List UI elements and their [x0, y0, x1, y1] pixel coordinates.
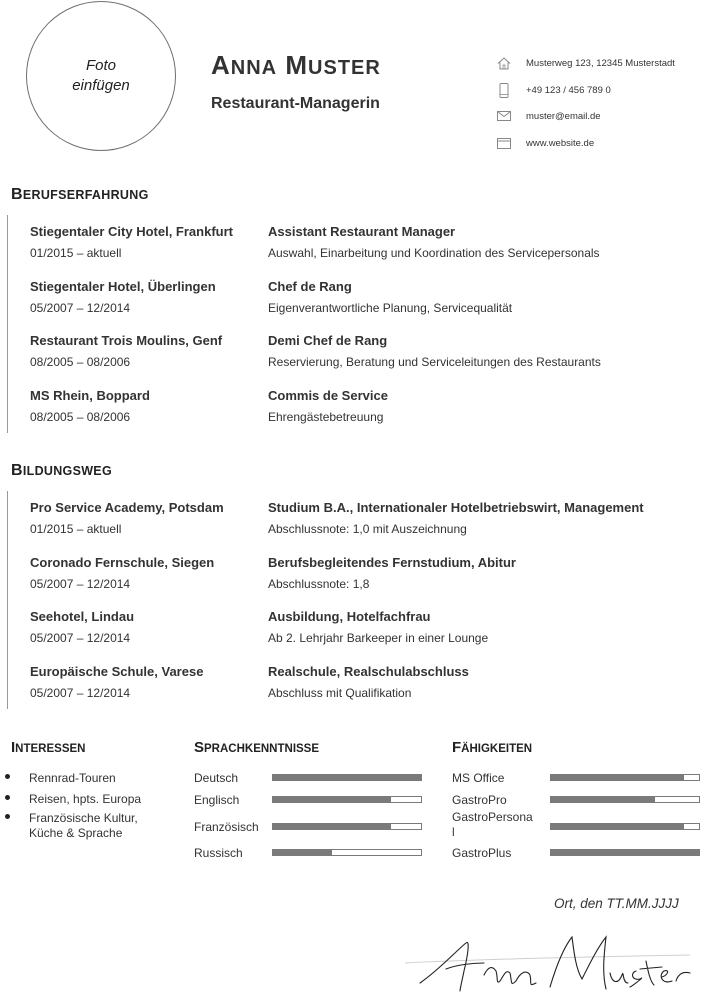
- language-name: Russisch: [194, 846, 243, 860]
- education-institution: Pro Service Academy, Potsdam: [30, 500, 224, 515]
- experience-description: Ehrengästebetreuung: [268, 409, 384, 424]
- education-heading: BILDUNGSWEG: [11, 462, 112, 479]
- education-degree: Studium B.A., Internationaler Hotelbetriebswirt, Management: [268, 500, 644, 515]
- skill-level-fill: [551, 797, 655, 802]
- experience-role: Assistant Restaurant Manager: [268, 224, 456, 239]
- education-note: Abschluss mit Qualifikation: [268, 685, 412, 700]
- contact-address-text: Musterweg 123, 12345 Musterstadt: [526, 57, 675, 69]
- candidate-name: [211, 50, 381, 81]
- experience-description: Reservierung, Beratung und Serviceleitungen des Restaurants: [268, 355, 601, 370]
- photo-placeholder[interactable]: [26, 1, 176, 151]
- experience-description: Auswahl, Einarbeitung und Koordination des Servicepersonals: [268, 246, 600, 260]
- interests-heading: INTERESSEN: [11, 739, 86, 756]
- experience-period: 01/2015 – aktuell: [30, 246, 122, 260]
- skill-name: GastroPersona l: [452, 810, 533, 839]
- language-level-fill: [273, 850, 332, 855]
- contact-phone-text: +49 123 / 456 789 0: [526, 84, 611, 96]
- contact-email-text: muster@email.de: [526, 110, 601, 122]
- contact-email[interactable]: [496, 108, 601, 124]
- experience-employer: MS Rhein, Boppard: [30, 387, 150, 403]
- experience-period: 08/2005 – 08/2006: [30, 355, 131, 370]
- education-institution: Seehotel, Lindau: [30, 609, 135, 625]
- experience-employer: Stiegentaler City Hotel, Frankfurt: [30, 224, 233, 239]
- language-level-bar: [272, 796, 422, 803]
- skill-level-bar: [550, 849, 700, 856]
- language-name: Englisch: [194, 793, 240, 807]
- skill-name: GastroPlus: [452, 846, 512, 860]
- education-period: 05/2007 – 12/2014: [30, 685, 131, 700]
- last-name-initial: M: [285, 50, 309, 80]
- interest-item: Rennrad-Touren: [29, 771, 116, 785]
- education-degree: Berufsbegleitendes Fernstudium, Abitur: [268, 554, 516, 570]
- mail-icon: [496, 108, 512, 124]
- education-note: Abschlussnote: 1,8: [268, 576, 370, 591]
- language-level-fill: [273, 824, 391, 829]
- skill-level-bar: [550, 823, 700, 830]
- education-note: Ab 2. Lehrjahr Barkeeper in einer Lounge: [268, 631, 489, 646]
- education-note: Abschlussnote: 1,0 mit Auszeichnung: [268, 522, 467, 536]
- interest-item: Französische Kultur, Küche & Sprache: [29, 811, 138, 840]
- first-name-rest: NNA: [230, 57, 278, 79]
- phone-icon: [496, 82, 512, 98]
- signature: [400, 925, 700, 1001]
- contact-address: [496, 55, 675, 71]
- experience-description: Eigenverantwortliche Planung, Servicequalität: [268, 300, 513, 315]
- skill-level-fill: [551, 775, 684, 780]
- experience-role: Chef de Rang: [268, 278, 352, 294]
- education-period: 05/2007 – 12/2014: [30, 631, 131, 646]
- skill-name: GastroPro: [452, 793, 507, 807]
- skill-level-bar: [550, 796, 700, 803]
- skill-level-fill: [551, 824, 684, 829]
- interest-item: Reisen, hpts. Europa: [29, 792, 142, 806]
- skills-heading: FÄHIGKEITEN: [452, 739, 533, 756]
- language-level-bar: [272, 823, 422, 830]
- bullet-icon: [5, 795, 10, 800]
- bullet-icon: [5, 814, 10, 819]
- contact-website[interactable]: [496, 135, 594, 151]
- experience-divider: [7, 215, 8, 433]
- language-name: Deutsch: [194, 771, 239, 785]
- experience-heading: BERUFSERFAHRUNG: [11, 186, 149, 203]
- browser-icon: [496, 135, 512, 151]
- first-name-initial: A: [211, 50, 231, 80]
- skill-level-bar: [550, 774, 700, 781]
- skill-name: MS Office: [452, 771, 505, 785]
- experience-period: 05/2007 – 12/2014: [30, 300, 131, 315]
- place-date: Ort, den TT.MM.JJJJ: [554, 896, 679, 911]
- education-period: 05/2007 – 12/2014: [30, 576, 131, 591]
- skill-level-fill: [551, 850, 699, 855]
- home-icon: [496, 55, 512, 71]
- language-name: Französisch: [194, 820, 259, 834]
- education-period: 01/2015 – aktuell: [30, 522, 122, 536]
- job-title: Restaurant-Managerin: [211, 95, 380, 112]
- language-level-bar: [272, 774, 422, 781]
- language-level-fill: [273, 797, 391, 802]
- photo-placeholder-label: Foto einfügen: [72, 57, 130, 94]
- education-divider: [7, 491, 8, 709]
- experience-role: Demi Chef de Rang: [268, 333, 388, 349]
- languages-heading: SPRACHKENNTNISSE: [194, 739, 320, 756]
- contact-phone: [496, 82, 611, 98]
- language-level-fill: [273, 775, 421, 780]
- experience-employer: Stiegentaler Hotel, Überlingen: [30, 278, 216, 294]
- experience-role: Commis de Service: [268, 387, 388, 403]
- last-name-rest: USTER: [308, 57, 381, 79]
- experience-employer: Restaurant Trois Moulins, Genf: [30, 333, 223, 349]
- education-degree: Realschule, Realschulabschluss: [268, 663, 469, 679]
- language-level-bar: [272, 849, 422, 856]
- bullet-icon: [5, 774, 10, 779]
- experience-period: 08/2005 – 08/2006: [30, 409, 131, 424]
- education-degree: Ausbildung, Hotelfachfrau: [268, 609, 431, 625]
- contact-website-text: www.website.de: [526, 137, 595, 149]
- education-institution: Coronado Fernschule, Siegen: [30, 554, 215, 570]
- education-institution: Europäische Schule, Varese: [30, 663, 204, 679]
